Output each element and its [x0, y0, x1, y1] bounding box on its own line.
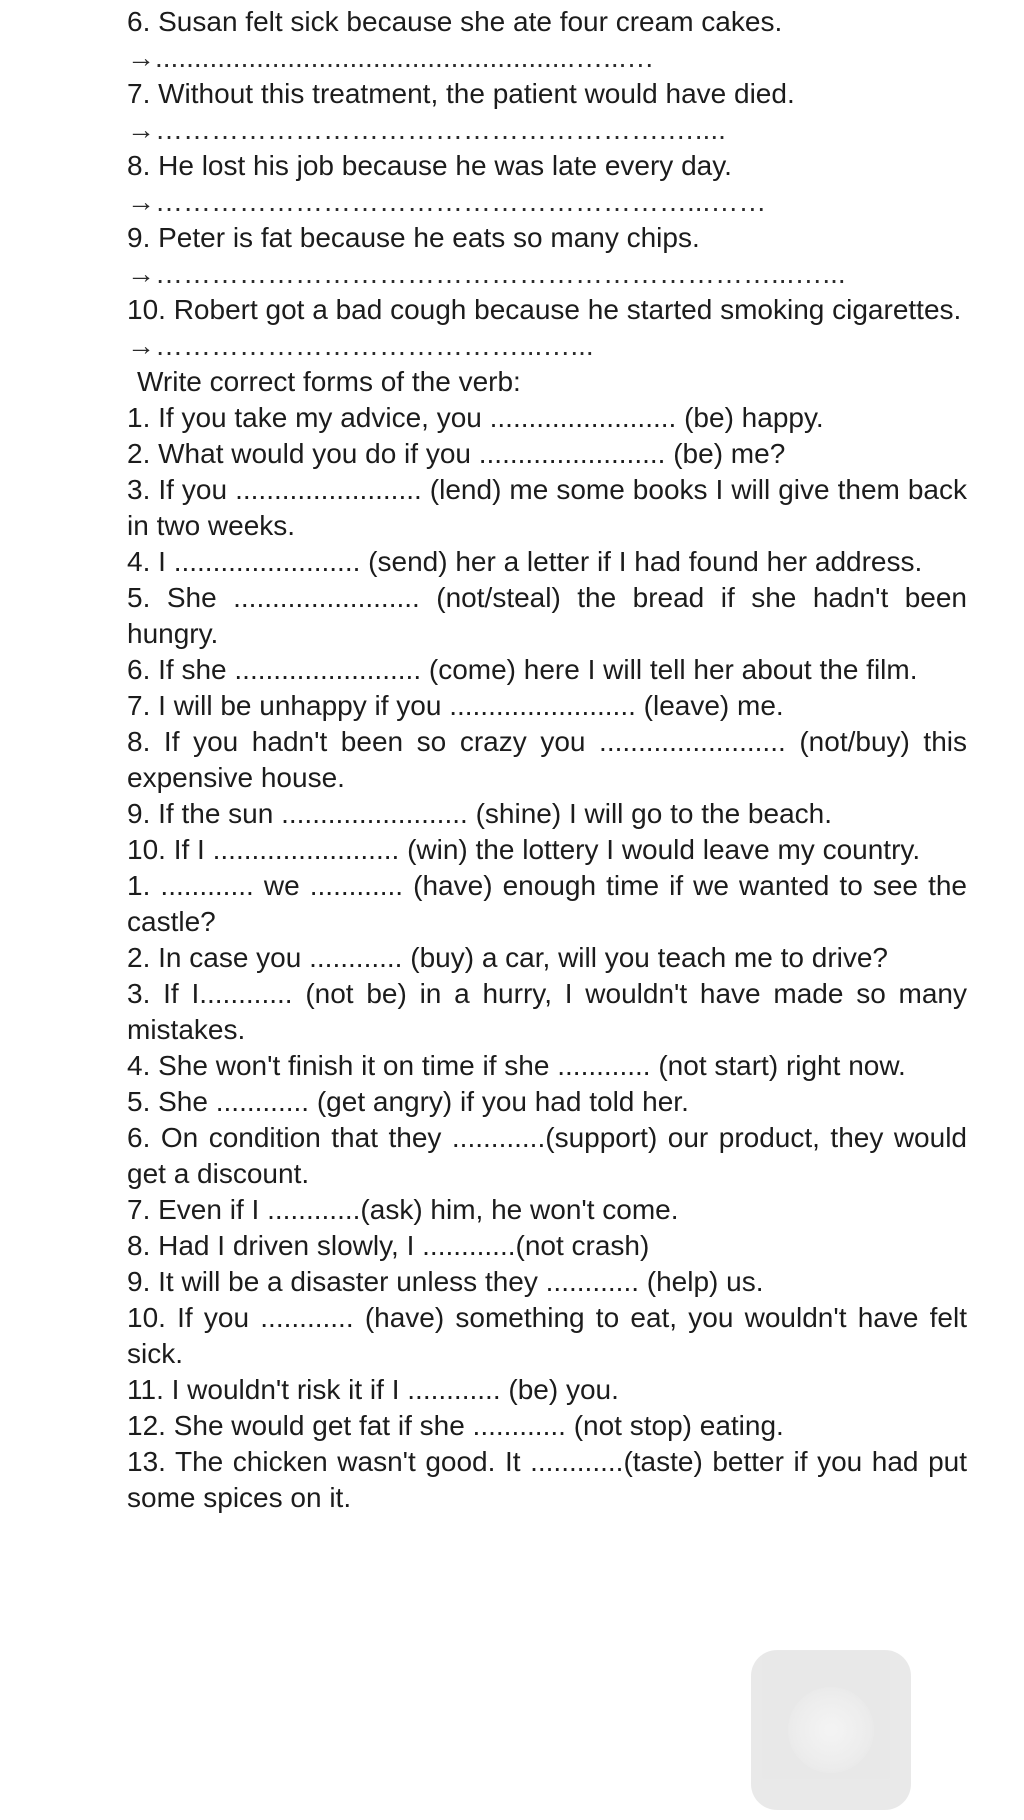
worksheet-page — [127, 4, 967, 1516]
exercise-item: 4. She won't finish it on time if she ............ (not start) right now. — [127, 1050, 906, 1081]
exercise-item: 4. I ........................ (send) her a letter if I had found her address. — [127, 546, 923, 577]
exercise-item: 6. On condition that they ............(support) our product, they would get a discount. — [127, 1122, 967, 1189]
exercise-item: 9. It will be a disaster unless they ............ (help) us. — [127, 1266, 764, 1297]
floating-assistive-button[interactable] — [751, 1650, 911, 1810]
exercise-sentence: 8. He lost his job because he was late every day. — [127, 150, 732, 181]
exercise-sentence: 6. Susan felt sick because she ate four cream cakes. — [127, 6, 783, 37]
section-instruction: Write correct forms of the verb: — [137, 366, 521, 397]
exercise-item: 7. I will be unhappy if you ........................ (leave) me. — [127, 690, 784, 721]
exercise-item: 5. She ........................ (not/steal) the bread if she hadn't been hungry. — [127, 582, 967, 649]
section-verb-forms — [127, 364, 967, 868]
exercise-item: 2. In case you ............ (buy) a car, will you teach me to drive? — [127, 942, 889, 973]
exercise-item: 6. If she ........................ (come) here I will tell her about the film. — [127, 654, 918, 685]
answer-line[interactable]: →…………………………………...…... — [127, 330, 594, 361]
exercise-item: 1. ............ we ............ (have) enough time if we wanted to see the castle? — [127, 870, 967, 937]
answer-line[interactable]: →…………………………………………………...…… — [127, 186, 767, 217]
answer-line[interactable]: →……………………………………………….….... — [127, 114, 726, 145]
exercise-item: 5. She ............ (get angry) if you had told her. — [127, 1086, 689, 1117]
exercise-item: 2. What would you do if you ........................ (be) me? — [127, 438, 786, 469]
exercise-item: 10. If you ............ (have) something to eat, you wouldn't have felt sick. — [127, 1302, 967, 1369]
exercise-item: 9. If the sun ........................ (shine) I will go to the beach. — [127, 798, 832, 829]
exercise-item: 13. The chicken wasn't good. It ............(taste) better if you had put some spices on it. — [127, 1446, 967, 1513]
exercise-item: 8. If you hadn't been so crazy you ........................ (not/buy) this expensive house. — [127, 726, 967, 793]
exercise-item: 8. Had I driven slowly, I ............(not crash) — [127, 1230, 650, 1261]
exercise-item: 3. If I............ (not be) in a hurry, I wouldn't have made so many mistakes. — [127, 978, 967, 1045]
exercise-item: 11. I wouldn't risk it if I ............ (be) you. — [127, 1374, 619, 1405]
section-conditionals — [127, 868, 967, 1516]
exercise-item: 10. If I ........................ (win) the lottery I would leave my country. — [127, 834, 921, 865]
exercise-item: 7. Even if I ............(ask) him, he won't come. — [127, 1194, 679, 1225]
assistive-touch-icon — [788, 1687, 874, 1773]
exercise-sentence: 7. Without this treatment, the patient would have died. — [127, 78, 795, 109]
exercise-sentence: 10. Robert got a bad cough because he started smoking cigarettes. — [127, 294, 962, 325]
exercise-sentence: 9. Peter is fat because he eats so many chips. — [127, 222, 700, 253]
exercise-item: 1. If you take my advice, you ........................ (be) happy. — [127, 402, 824, 433]
exercise-item: 12. She would get fat if she ............ (not stop) eating. — [127, 1410, 784, 1441]
exercise-item: 3. If you ........................ (lend) me some books I will give them back in two weeks. — [127, 474, 967, 541]
answer-line[interactable]: →......................................................…...… — [127, 42, 655, 73]
answer-line[interactable]: →…………………………………………………………...…... — [127, 258, 846, 289]
section-rewrite — [127, 4, 967, 364]
